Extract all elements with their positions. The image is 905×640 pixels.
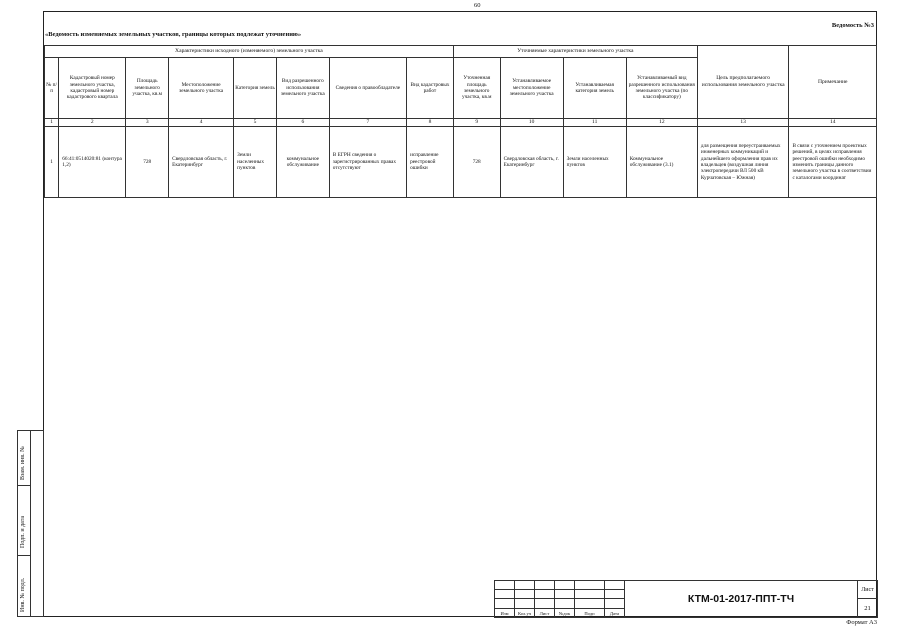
statement-number: Ведомость №3 xyxy=(831,22,874,29)
side-stamp xyxy=(17,430,44,617)
col-header-3: Площадь земельного участка, кв.м xyxy=(126,58,169,119)
column-number-row xyxy=(45,119,877,127)
group-refined-header: Уточняемые характеристики земельного участка xyxy=(453,46,697,58)
cell-index: 1 xyxy=(45,127,59,198)
document-code: КТМ-01-2017-ППТ-ТЧ xyxy=(625,581,858,618)
side-stamp-values-column xyxy=(30,430,44,617)
col-header-5: Категория земель xyxy=(234,58,277,119)
side-label-replacement-inv: Взам. инв. № xyxy=(20,446,26,480)
cell-land-category: Земли населенных пунктов xyxy=(234,127,277,198)
side-label-original-inv: Инв. № подл. xyxy=(20,577,26,612)
col-number: 9 xyxy=(453,119,500,127)
col-number: 14 xyxy=(789,119,877,127)
cell-location: Свердловская область, г. Екатеринбург xyxy=(169,127,234,198)
cell-work-type: исправление реестровой ошибки xyxy=(407,127,454,198)
title-col-label: Подп xyxy=(575,609,605,618)
col-number: 5 xyxy=(234,119,277,127)
sheet-number: 21 xyxy=(858,599,878,618)
table-row xyxy=(45,127,877,198)
col-header-6: Вид разрешенного использования земельного участка xyxy=(276,58,329,119)
col-header-2: Кадастровый номер земельного участка, кадастровый номер кадастрового квартала xyxy=(59,58,126,119)
col-number: 4 xyxy=(169,119,234,127)
cell-owner-info: В ЕГРН сведения о зарегистрированных правах отсутствуют xyxy=(329,127,406,198)
col-number: 11 xyxy=(563,119,626,127)
col-header-9: Уточненная площадь земельного участка, кв.м xyxy=(453,58,500,119)
side-label-sign-date: Подп. и дата xyxy=(20,515,26,548)
group-source-header: Характеристики исходного (изменяемого) земельного участка xyxy=(45,46,454,58)
title-col-label: Кол.уч xyxy=(515,609,535,618)
sheet-label: Лист xyxy=(858,581,878,599)
group-header-row xyxy=(45,46,877,58)
col-number: 13 xyxy=(697,119,789,127)
statement-title: «Ведомость изменяемых земельных участков, границы которых подлежат уточнению» xyxy=(45,31,302,38)
title-col-label: Изм xyxy=(495,609,515,618)
col-header-11: Устанавливаемая категория земель xyxy=(563,58,626,119)
col-header-12: Устанавливаемый вид разрешенного использования земельного участка (по классификатору) xyxy=(626,58,697,119)
col-number: 2 xyxy=(59,119,126,127)
col-header-14: Примечание xyxy=(789,46,877,119)
cell-note: В связи с уточнением проектных решений, в целях исправления реестровой ошибки необходимо изменить границы данного земельного участка в соответствии с каталогами координат xyxy=(789,127,877,198)
col-number: 7 xyxy=(329,119,406,127)
title-col-label: Дата xyxy=(605,609,625,618)
page-number: 60 xyxy=(474,2,481,9)
col-header-7: Сведения о правообладателе xyxy=(329,58,406,119)
col-number: 12 xyxy=(626,119,697,127)
col-header-8: Вид кадастровых работ xyxy=(407,58,454,119)
cell-permitted-use: коммунальное обслуживание xyxy=(276,127,329,198)
cell-purpose: для размещения переустраиваемых инженерных коммуникаций и дальнейшего оформления прав их владельцев (воздушная линия электропередачи ВЛ 500 кВ Курчатовская – Южная) xyxy=(697,127,789,198)
cell-refined-location: Свердловская область, г. Екатеринбург xyxy=(500,127,563,198)
cell-refined-category: Земли населенных пунктов xyxy=(563,127,626,198)
col-header-4: Местоположение земельного участка xyxy=(169,58,234,119)
parcels-table xyxy=(44,45,877,198)
col-header-1: № п/п xyxy=(45,58,59,119)
col-number: 3 xyxy=(126,119,169,127)
col-number: 8 xyxy=(407,119,454,127)
title-col-label: Лист xyxy=(535,609,555,618)
col-number: 1 xyxy=(45,119,59,127)
paper-format: Формат А3 xyxy=(846,619,877,626)
col-header-10: Устанавливаемое местоположение земельного участка xyxy=(500,58,563,119)
cell-cadastral-number: 66:41:0514020:81 (контура 1,2) xyxy=(59,127,126,198)
cell-refined-area: 728 xyxy=(453,127,500,198)
cell-refined-use: Коммунальное обслуживание (3.1) xyxy=(626,127,697,198)
title-col-label: №док xyxy=(555,609,575,618)
title-block xyxy=(494,580,878,618)
col-number: 6 xyxy=(276,119,329,127)
cell-area: 728 xyxy=(126,127,169,198)
col-header-13: Цель предполагаемого использования земельного участка xyxy=(697,46,789,119)
col-number: 10 xyxy=(500,119,563,127)
